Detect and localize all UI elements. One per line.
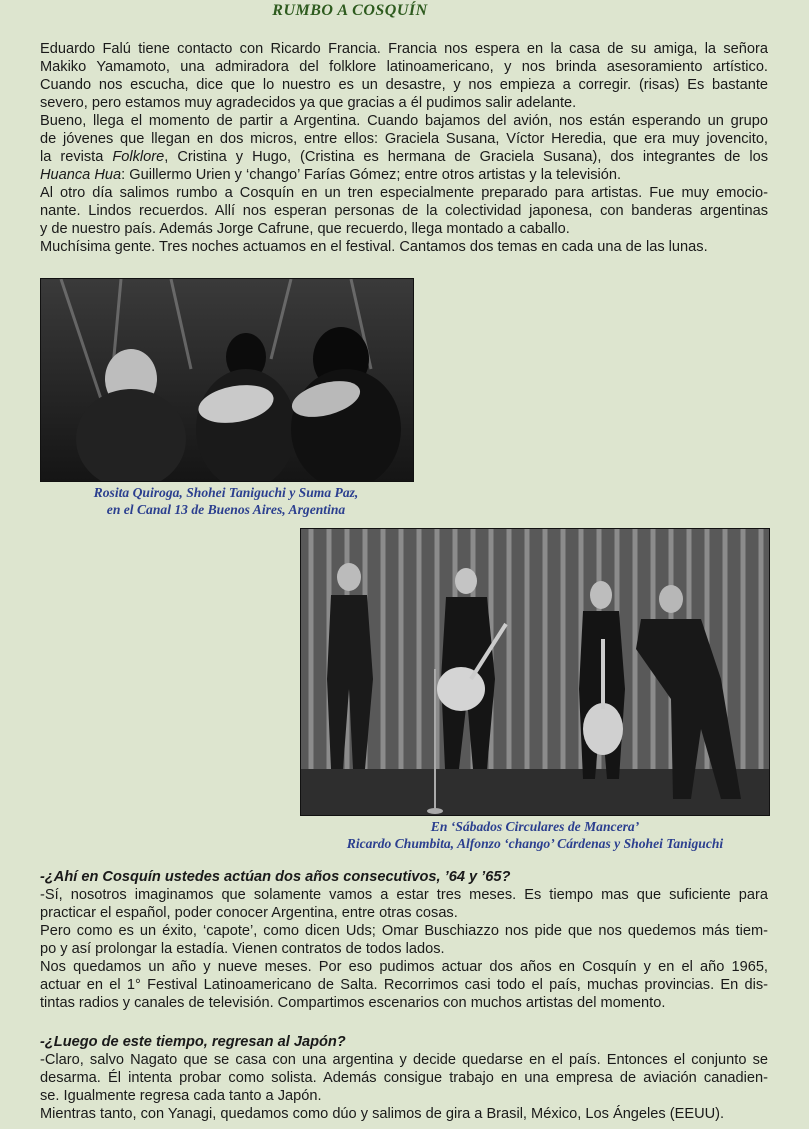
caption-line: Ricardo Chumbita, Alfonzo ‘chango’ Cárdenas y Shohei Taniguchi bbox=[346, 836, 724, 851]
text-line: po y así prolongar la estadía. Vienen contratos de todos lados. bbox=[40, 941, 445, 957]
question-heading: -¿Luego de este tiempo, regresan al Japón? bbox=[40, 1034, 346, 1050]
text-line: Bueno, llega el momento de partir a Argentina. Cuando bajamos del avión, nos están esperando un grupo bbox=[40, 113, 768, 129]
text-line: la revista Folklore, Cristina y Hugo, (Cristina es hermana de Graciela Susana), dos integrantes de los bbox=[40, 149, 769, 165]
intro-text bbox=[40, 40, 768, 256]
text-line: Nos quedamos un año y nueve meses. Por eso pudimos actuar dos años en Cosquín y en el año 1965, bbox=[40, 959, 768, 975]
text-line: Mientras tanto, con Yanagi, quedamos como dúo y salimos de gira a Brasil, México, Los Ángeles (EEUU). bbox=[40, 1106, 725, 1122]
photo-sabados-circulares-caption bbox=[290, 818, 780, 852]
question-heading: -¿Ahí en Cosquín ustedes actúan dos años consecutivos, ’64 y ’65? bbox=[40, 869, 511, 885]
article-title: RUMBO A COSQUÍN bbox=[272, 2, 428, 19]
interview-section-2 bbox=[40, 1033, 768, 1123]
text-line: Al otro día salimos rumbo a Cosquín en un tren especialmente preparado para artistas. Fue muy emocio- bbox=[40, 185, 768, 201]
text-line: practicar el español, poder conocer Argentina, entre otras cosas. bbox=[40, 905, 458, 921]
text-line: y de nuestro país. Además Jorge Cafrune, que recuerdo, llega montado a caballo. bbox=[40, 221, 570, 237]
text-line: de jóvenes que llegan en dos micros, entre ellos: Graciela Susana, Víctor Heredia, que era muy jovencito, bbox=[40, 131, 768, 147]
text-line: se. Igualmente regresa cada tanto a Japón. bbox=[40, 1088, 322, 1104]
photo-canal-13 bbox=[40, 278, 414, 482]
photo-canal-13-image bbox=[41, 279, 413, 481]
text-line: severo, pero estamos muy agradecidos ya que gracias a él pudimos salir adelante. bbox=[40, 95, 577, 111]
text-line: Eduardo Falú tiene contacto con Ricardo Francia. Francia nos espera en la casa de su amiga, la señora bbox=[40, 41, 768, 57]
photo-canal-13-caption bbox=[40, 484, 412, 518]
text-line: nante. Lindos recuerdos. Allí nos esperan personas de la colectividad japonesa, con banderas argentinas bbox=[40, 203, 768, 219]
text-line: -Claro, salvo Nagato que se casa con una argentina y decide quedarse en el país. Entonces el conjunto se bbox=[40, 1052, 768, 1068]
caption-line: En ‘Sábados Circulares de Mancera’ bbox=[430, 819, 640, 834]
text-line: -Sí, nosotros imaginamos que solamente vamos a estar tres meses. Es tiempo mas que suficiente para bbox=[40, 887, 768, 903]
photo-sabados-circulares-image bbox=[301, 529, 769, 815]
caption-line: en el Canal 13 de Buenos Aires, Argentina bbox=[106, 502, 346, 517]
text-line: Cuando nos escucha, dice que lo nuestro es un desastre, y nos empieza a corregir. (risas) Es bastante bbox=[40, 77, 768, 93]
text-line: desarma. Él intenta probar como solista. Además consigue trabajo en una empresa de aviación canadien- bbox=[40, 1070, 768, 1086]
caption-line: Rosita Quiroga, Shohei Taniguchi y Suma Paz, bbox=[93, 485, 359, 500]
text-line: Makiko Yamamoto, una admiradora del folklore latinoamericano, y nos brinda asesoramiento artístico. bbox=[40, 59, 768, 75]
text-line: actuar en el 1° Festival Latinoamericano de Salta. Recorrimos casi todo el país, muchas provincias. En dis- bbox=[40, 977, 768, 993]
photo-sabados-circulares bbox=[300, 528, 770, 816]
text-line: tintas radios y canales de televisión. Compartimos escenarios con muchos artistas del momento. bbox=[40, 995, 666, 1011]
text-line: Pero como es un éxito, ‘capote’, como dicen Uds; Omar Buschiazzo nos pide que nos quedemos más tiem- bbox=[40, 923, 768, 939]
text-line: Huanca Hua: Guillermo Urien y ‘chango’ Farías Gómez; entre otros artistas y la televisión. bbox=[40, 167, 622, 183]
interview-section-1 bbox=[40, 868, 768, 1012]
text-line: Muchísima gente. Tres noches actuamos en el festival. Cantamos dos temas en cada una de las lunas. bbox=[40, 239, 708, 255]
